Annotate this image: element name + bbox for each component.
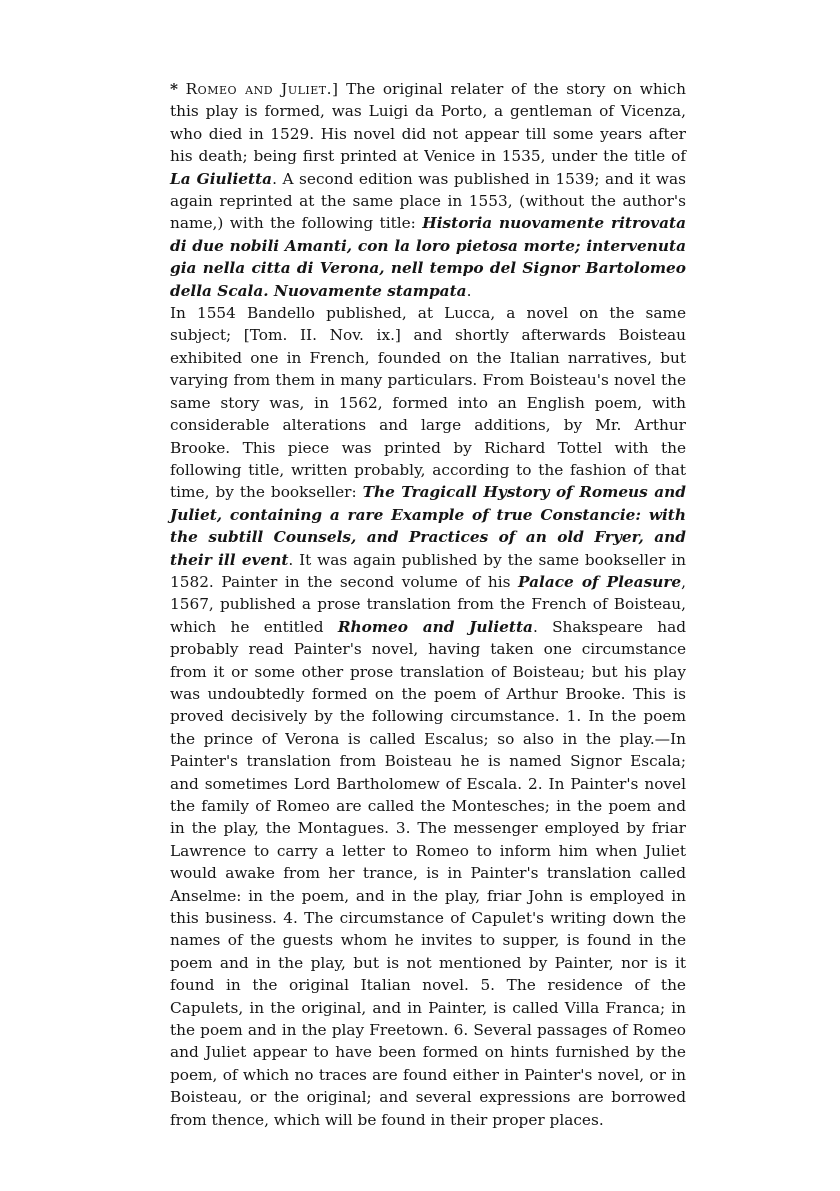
p2-run-emphasis: Rhomeo and Julietta [337, 617, 533, 636]
p2-run: Escala. 2. In Painter's novel the family of Romeo are called the [170, 774, 686, 815]
p1-run: The original relater of the story on which this play is formed, was Luigi da Porto, a gentleman of Vicenza, who died in 1529. His novel did not appear till some years after his death; being first printed at Venice in 1535, under the title of [170, 80, 686, 166]
p1-run: . [466, 281, 472, 300]
p2-run: is employed in this business. 4. The circumstance of Capulet's writing down the names of the guests whom he invites to supper, is found in the poem and in the play, but is not mentioned by Painter, nor is it found in the original Italian novel. 5. The residence of the Capulets, in the original, and in Painter, is called [170, 886, 686, 1017]
p2-run: ; and sometimes [170, 752, 686, 793]
p1-run-emphasis: La Giulietta [170, 169, 273, 188]
footnote-heading: Romeo and Juliet.] [185, 80, 339, 98]
p2-run-emphasis: Anselme [170, 886, 237, 905]
p2-run-emphasis: Villa Franca [564, 998, 660, 1017]
p2-run: ; in the poem and in the play, the Montagues. 3. The messenger employed by friar Lawrence to carry a letter to Romeo to inform him when Juliet would awake from her trance, is in Painter's translation called [170, 797, 686, 883]
p1-run: . A second edition was published in 1539; and it was again reprinted at the same place in 1553, (without the author's name,) with the following title: [170, 169, 686, 233]
p2-run-emphasis: Montesches [451, 797, 545, 815]
paragraph-2 [170, 302, 686, 1131]
paragraph-1 [170, 78, 686, 302]
p2-run: . 6. Several passages of [443, 1021, 633, 1040]
p2-run-emphasis: Palace of Pleasure [518, 572, 682, 591]
p2-run-emphasis: Signor Escala [570, 752, 681, 771]
paragraph-1-body [170, 80, 686, 300]
p2-run-emphasis: Lord Bartholomew of [293, 774, 461, 793]
p2-run-emphasis: Freetown [369, 1021, 444, 1040]
p2-run-emphasis: The Tragicall Hystory of Romeus and Juliet, containing a rare Example of true Constancie: with the subtill Counsels, and Practices of an old Fryer, and their ill event [170, 483, 686, 569]
paragraph-2-body [170, 304, 686, 1129]
p2-run: . Shakspeare had probably read Painter's novel, having taken one circumstance from it or some other prose translation of Boisteau; but his play was undoubtedly formed on the poem of Arthur Brooke. This is proved decisively by the following circumstance. 1. In the poem the prince of Verona is called [170, 617, 687, 748]
p2-run: ; so also in the play.—In Painter's translation from Boisteau he is named [170, 729, 686, 771]
p2-run: appear to have been formed on hints furnished by the poem, of which no traces are found either in Painter's novel, or in Boisteau, or the original; and several expressions are borrowed from thence, which will be found in their proper places. [170, 1043, 686, 1129]
p2-run-emphasis: John [528, 886, 564, 905]
p2-run-emphasis: Escalus [424, 729, 484, 748]
p2-run: ; in the poem and in the play [170, 998, 686, 1040]
p2-run: : in the poem, and in the play, friar [236, 886, 529, 905]
p2-run: , 1567, published a prose translation from the French of Boisteau, which he entitled [170, 572, 686, 636]
p2-run: . It was again published by the same bookseller in 1582. Painter in the second volume of his [170, 550, 686, 591]
p2-run-emphasis: Romeo and Juliet [170, 1021, 687, 1062]
footnote-marker: * [170, 80, 178, 98]
page-text-block [170, 78, 686, 1131]
p2-run: In 1554 Bandello published, at Lucca, a novel on the same subject; [Tom. II. Nov. ix.] and shortly afterwards Boisteau exhibited one in French, founded on the Italian narratives, but varying from them in many particulars. From Boisteau's novel the same story was, in 1562, formed into an English poem, with considerable alterations and large additions, by Mr. Arthur Brooke. This piece was printed by Richard Tottel with the following title, written probably, according to the fashion of that time, by the bookseller: [170, 304, 686, 502]
p1-run-emphasis: Historia nuovamente ritrovata di due nobili Amanti, con la loro pietosa morte; intervenuta gia nella citta di Verona, nell tempo del Signor Bartolomeo della Scala. Nuovamente stampata [170, 214, 686, 300]
